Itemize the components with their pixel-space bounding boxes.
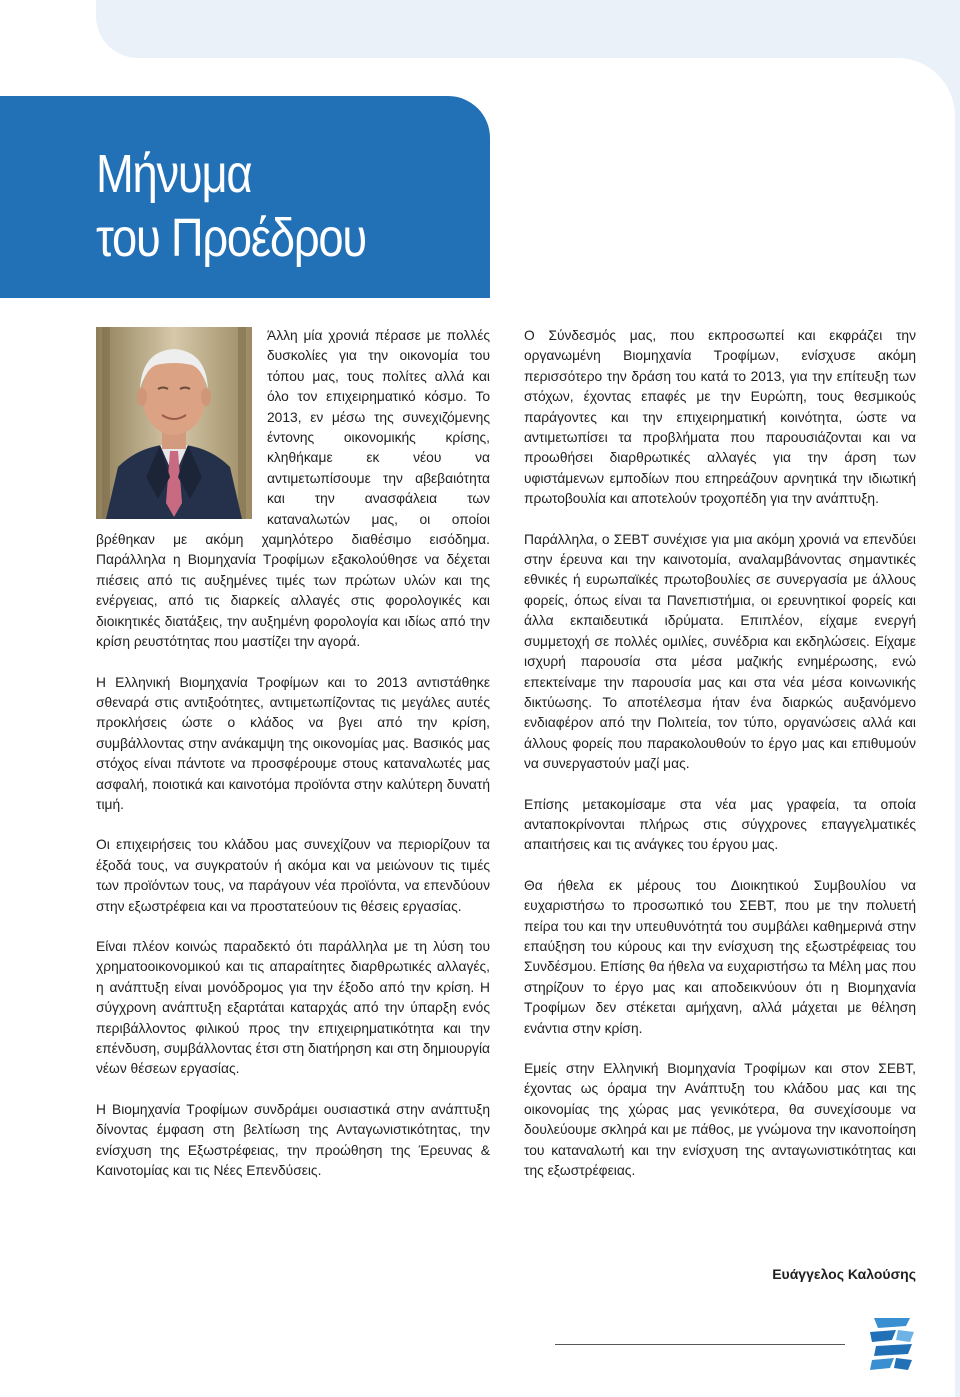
left-column [96, 326, 490, 1201]
right-column [524, 326, 916, 1201]
page-title [96, 142, 366, 270]
title-line-1: Μήνυμα [96, 144, 252, 204]
left-paragraph-3: Οι επιχειρήσεις του κλάδου μας συνεχίζουν να περιορίζουν τα έξοδά τους, να συγκρατούν ή ακόμα και να μειώνουν τις τιμές των προϊόντων τους, να παράγουν νέα προϊόντα, να επενδύουν στην εξωστρέφεια και να προστατεύουν τις θέσεις εργασίας. [96, 837, 490, 914]
footer-divider [555, 1344, 845, 1345]
left-paragraph-5: Η Βιομηχανία Τροφίμων συνδράμει ουσιαστικά στην ανάπτυξη δίνοντας έμφαση στη βελτίωση της Ανταγωνιστικότητας, την ενίσχυση της Εξωστρέφειας, την προώθηση της Έρευνας & Καινοτομίας και τις Νέες Επενδύσεις. [96, 1101, 490, 1179]
top-decor-band [96, 0, 960, 58]
right-paragraph-5: Εμείς στην Ελληνική Βιομηχανία Τροφίμων και στον ΣΕΒΤ, έχοντας ως όραμα την Ανάπτυξη του κλάδου μας και της οικονομίας της χώρας μας γενικότερα, θα συνεχίσουμε να δουλεύουμε σκληρά και με πάθος, με γνώμονα την ικανοποίηση του καταναλωτή και την ενίσχυση της ανταγωνιστικότητας και της εξωστρέφειας. [524, 1061, 916, 1179]
left-paragraph-4: Είναι πλέον κοινώς παραδεκτό ότι παράλληλα με τη λύση του χρηματοοικονομικού και τις απαραίτητες διαρθρωτικές αλλαγές, η ανάπτυξη είναι μονόδρομος για την έξοδο από την κρίση. Η σύγχρονη ανάπτυξη εξαρτάται καταρχάς από την ύπαρξη ενός περιβάλλοντος φιλικού προς την επιχειρηματικότητα και την επένδυση, συμβάλλοντας έτσι στη διατήρηση και στη δημιουργία νέων θέσεων εργασίας. [96, 938, 490, 1077]
right-paragraph-3: Επίσης μετακομίσαμε στα νέα μας γραφεία, τα οποία ανταποκρίνονται πλήρως στις σύγχρονες επαγγελματικές απαιτήσεις και τις ανάγκες του έργου μας. [524, 796, 916, 853]
sevt-logo-icon [866, 1314, 918, 1374]
signature: Ευάγγελος Καλούσης [772, 1266, 916, 1282]
left-paragraph-1: Άλλη μία χρονιά πέρασε με πολλές δυσκολίες για την οικονομία του τόπου μας, τους πολίτες αλλά και όλο τον επιχειρηματικό κόσμο. Το 2013, εν μέσω της συνεχιζόμενης έντονης οικονομικής κρίσης, κληθήκαμε εκ νέου να αντιμετωπίσουμε την αβεβαιότητα και την ανασφάλεια των καταναλωτών μας, οι οποίοι βρέθηκαν με ακόμη χαμηλότερο διαθέσιμο εισόδημα. Παράλληλα η Βιομηχανία Τροφίμων εξακολούθησε να δέχεται πιέσεις από τις αυξημένες τιμές των πρώτων υλών και της ενέργειας, από τις διαρκείς αλλαγές στις φορολογικές και διοικητικές διατάξεις, την αυξημένη φορολογία και ιδίως από την κρίση ρευστότητας που μαστίζει την αγορά. [96, 328, 490, 650]
right-paragraph-2: Παράλληλα, ο ΣΕΒΤ συνέχισε για μια ακόμη χρονιά να επενδύει στην έρευνα και την καινοτομία, αναλαμβάνοντας σημαντικές εθνικές ή ευρωπαϊκές πρωτοβουλίες σε συνεργασία με άλλους φορείς, όπως είναι τα Πανεπιστήμια, οι ερευνητικοί φορείς και άλλα εκπαιδευτικά ιδρύματα. Επιπλέον, είχαμε ενεργή συμμετοχή σε πολλές ομιλίες, συνέδρια και εκδηλώσεις. Είχαμε ισχυρή παρουσία στα μέσα μαζικής ενημέρωσης, ενώ επεκτείναμε την παρουσία μας και στα νέα μέσα κοινωνικής δικτύωσης. Το αποτέλεσμα ήταν ένα διαρκώς αυξανόμενο ενδιαφέρον από την Πολιτεία, τον τύπο, οργανώσεις αλλά και άλλους φορείς που παρακολουθούν το έργο μας και επιθυμούν να συνεργαστούν μαζί μας. [524, 531, 916, 772]
right-paragraph-4: Θα ήθελα εκ μέρους του Διοικητικού Συμβουλίου να ευχαριστήσω το προσωπικό του ΣΕΒΤ, που με την πολυετή πείρα του και την υπευθυνότητά του συμβάλει καθημερινά στην επαύξηση του κύρους και την ενίσχυση της εξωστρέφειας του Συνδέσμου. Επίσης θα ήθελα να ευχαριστήσω τα Μέλη μας που στηρίζουν το έργο μας και αποδεικνύουν ότι η Βιομηχανία Τροφίμων δεν στέκεται αμήχανη, αλλά μάχεται με θέληση ενάντια στην κρίση. [524, 877, 916, 1036]
title-line-2: του Προέδρου [96, 208, 366, 268]
left-paragraph-2: Η Ελληνική Βιομηχανία Τροφίμων και το 2013 αντιστάθηκε σθεναρά στις αντιξοότητες, αντιμετωπίζοντας τις μεγάλες αυτές προκλήσεις ώστε ο κλάδος να βγει από την κρίση, συμβάλλοντας στην ανάκαμψη της οικονομίας μας. Βασικός μας στόχος είναι πάντοτε να προσφέρουμε στους καταναλωτές μας ασφαλή, ποιοτικά και καινοτόμα προϊόντα στην καλύτερη δυνατή τιμή. [96, 674, 490, 812]
photo-float-space [96, 326, 267, 519]
right-paragraph-1: Ο Σύνδεσμός μας, που εκπροσωπεί και εκφράζει την οργανωμένη Βιομηχανία Τροφίμων, ενίσχυσε ακόμη περισσότερο την δράση του κατά το 2013, για την επίτευξη των στόχων, έχοντας επαφές με την Ευρώπη, τους θεσμικούς παράγοντες και την επιχειρηματική κοινότητα, ώστε να αντιμετωπίσει τα προβλήματα που παρουσιάζονται και να προωθήσει διαρθρωτικές αλλαγές για την άρση των υφιστάμενων εμποδίων που επηρεάζουν αρνητικά την ιδιωτική πρωτοβουλία και αποτελούν τροχοπέδη για την ανάπτυξη. [524, 328, 916, 507]
